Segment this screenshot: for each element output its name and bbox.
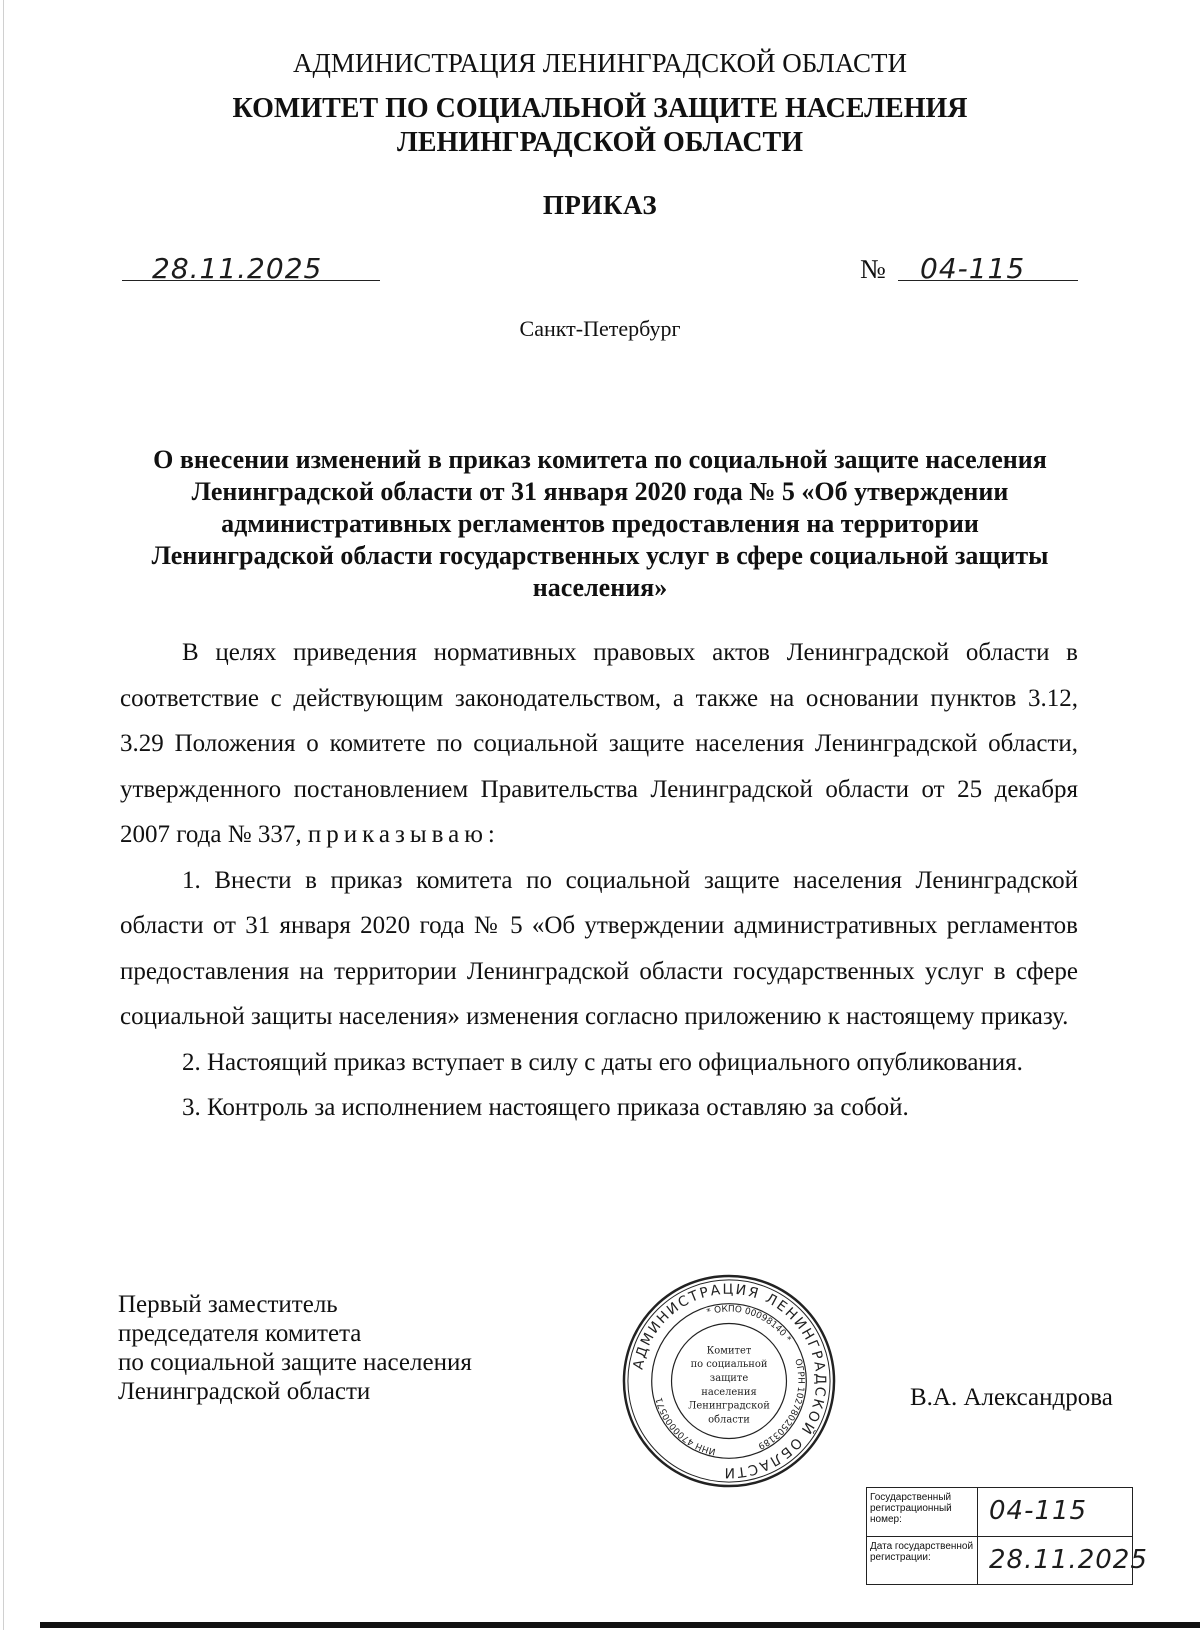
registration-number-label: Государственный регистрационный номер:	[870, 1492, 952, 1525]
document-body	[120, 630, 1078, 1131]
handwritten-number: 04-115	[920, 252, 1026, 285]
preamble-text: В целях приведения нормативных правовых актов Ленинградской области в соответствие с действующим законодательством, а также на основании пунктов 3.12, 3.29 Положения о комитете по социальной защите населения Ленинградской области, утвержденного постановлением Правительства Ленинградской области от 25 декабря 2007 года № 337,	[120, 639, 1078, 848]
scan-bottom-edge	[40, 1622, 1200, 1628]
position-line4: Ленинградской области	[118, 1378, 371, 1405]
registration-divider	[977, 1488, 978, 1584]
registration-number-value: 04-115	[989, 1496, 1088, 1526]
seal-center-line6: области	[708, 1414, 750, 1426]
seal-ogrn: ОГРН 1027802503189	[756, 1357, 806, 1451]
city: Санкт-Петербург	[519, 316, 681, 341]
order-word: приказываю:	[307, 821, 500, 848]
title-line1: О внесении изменений в приказ комитета по социальной защите населения	[153, 445, 1047, 474]
position-line3: по социальной защите населения	[118, 1349, 472, 1376]
document-type: ПРИКАЗ	[542, 190, 658, 220]
seal-center-line3: защите	[709, 1373, 749, 1384]
handwritten-date: 28.11.2025	[152, 252, 323, 285]
registration-number-row	[867, 1488, 1132, 1536]
seal-center-line2: по социальной	[690, 1359, 768, 1371]
item-2: 2. Настоящий приказ вступает в силу с даты его официального опубликования.	[182, 1048, 1023, 1076]
signatory-position	[118, 1290, 538, 1406]
number-sign: №	[860, 254, 886, 284]
registration-stamp	[866, 1487, 1148, 1585]
seal-okpo: * ОКПО 00098140 *	[705, 1304, 793, 1345]
title-line5: населения»	[532, 573, 668, 602]
title-line2: Ленинградской области от 31 января 2020 года № 5 «Об утверждении	[191, 477, 1009, 506]
administration-header: АДМИНИСТРАЦИЯ ЛЕНИНГРАДСКОЙ ОБЛАСТИ	[292, 48, 907, 78]
seal-center-line5: Ленинградской	[688, 1400, 770, 1412]
registration-date-value: 28.11.2025	[989, 1545, 1148, 1575]
registration-date-row	[867, 1536, 1148, 1585]
page-left-edge	[3, 0, 4, 1630]
seal-center-line4: населения	[701, 1386, 757, 1398]
position-line2: председателя комитета	[118, 1320, 362, 1347]
registration-date-label: Дата государственной регистрации:	[870, 1541, 974, 1563]
official-seal	[620, 1272, 838, 1490]
seal-center-line1: Комитет	[706, 1345, 752, 1357]
committee-header-line1: КОМИТЕТ ПО СОЦИАЛЬНОЙ ЗАЩИТЕ НАСЕЛЕНИЯ	[232, 93, 968, 124]
seal-inn: ИНН 4700000571	[654, 1396, 717, 1457]
committee-header	[0, 92, 1200, 160]
item-1: 1. Внести в приказ комитета по социальной защите населения Ленинградской области от 31 января 2020 года № 5 «Об утверждении административных регламентов предоставления на территории Ленинградской области государственных услуг в сфере социальной защиты населения» изменения согласно приложению к настоящему приказу.	[120, 866, 1078, 1030]
seal-outer-text: АДМИНИСТРАЦИЯ ЛЕНИНГРАДСКОЙ ОБЛАСТИ	[630, 1281, 829, 1481]
title-line3: административных регламентов предоставления на территории	[221, 509, 979, 538]
title-line4: Ленинградской области государственных услуг в сфере социальной защиты	[151, 541, 1049, 570]
document-title	[120, 444, 1080, 604]
signatory-name: В.А. Александрова	[910, 1384, 1113, 1411]
position-line1: Первый заместитель	[118, 1291, 338, 1318]
preamble-paragraph	[120, 630, 1078, 858]
item-3: 3. Контроль за исполнением настоящего приказа оставляю за собой.	[182, 1094, 909, 1121]
committee-header-line2: ЛЕНИНГРАДСКОЙ ОБЛАСТИ	[396, 127, 804, 158]
